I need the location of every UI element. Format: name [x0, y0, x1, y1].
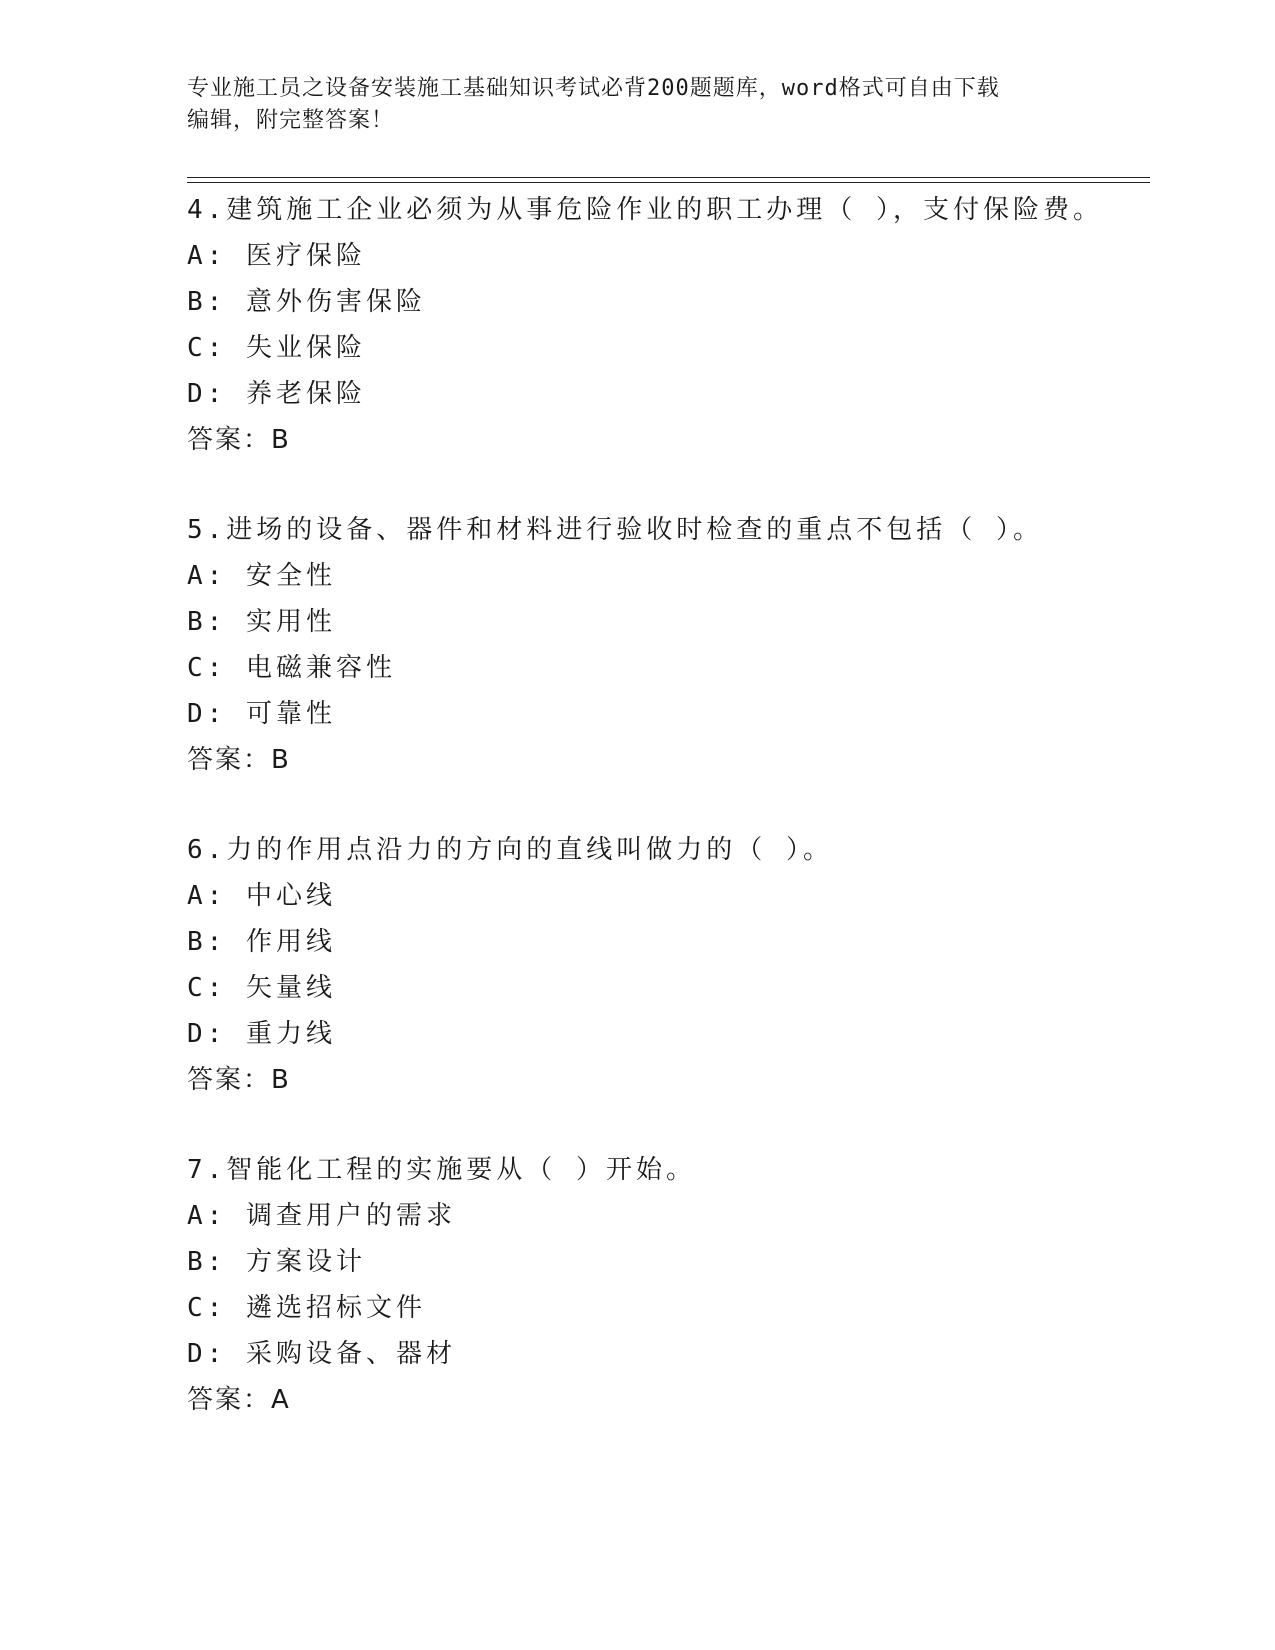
option-a: A: 调查用户的需求: [187, 1201, 456, 1231]
option-a: A: 中心线: [187, 881, 336, 911]
option-c: C: 电磁兼容性: [187, 653, 396, 683]
option-b: B: 实用性: [187, 607, 336, 637]
question-stem: 7.智能化工程的实施要从（ ）开始。: [187, 1155, 696, 1185]
document-header: [187, 73, 1087, 137]
option-d: D: 重力线: [187, 1019, 336, 1049]
header-line-2: 编辑，附完整答案！: [187, 108, 395, 133]
question-stem: 4.建筑施工企业必须为从事危险作业的职工办理（ ），支付保险费。: [187, 195, 1103, 225]
answer-line: 答案：B: [187, 745, 291, 775]
question-5: [187, 507, 1150, 783]
option-c: C: 遴选招标文件: [187, 1293, 426, 1323]
option-b: B: 方案设计: [187, 1247, 366, 1277]
option-a: A: 安全性: [187, 561, 336, 591]
question-6: [187, 827, 1150, 1103]
option-a: A: 医疗保险: [187, 241, 366, 271]
option-c: C: 矢量线: [187, 973, 336, 1003]
option-d: D: 采购设备、器材: [187, 1339, 456, 1369]
question-list: [187, 187, 1150, 1467]
answer-line: 答案：B: [187, 1065, 291, 1095]
option-b: B: 意外伤害保险: [187, 287, 426, 317]
header-divider-top: [187, 177, 1150, 178]
option-d: D: 养老保险: [187, 379, 366, 409]
question-4: [187, 187, 1150, 463]
question-stem: 6.力的作用点沿力的方向的直线叫做力的（ ）。: [187, 835, 833, 865]
header-divider-bottom: [187, 182, 1150, 183]
answer-line: 答案：B: [187, 425, 291, 455]
option-b: B: 作用线: [187, 927, 336, 957]
option-c: C: 失业保险: [187, 333, 366, 363]
header-line-1: 专业施工员之设备安装施工基础知识考试必背200题题库，word格式可自由下载: [187, 76, 1000, 101]
option-d: D: 可靠性: [187, 699, 336, 729]
question-7: [187, 1147, 1150, 1423]
answer-line: 答案：A: [187, 1385, 291, 1415]
question-stem: 5.进场的设备、器件和材料进行验收时检查的重点不包括（ ）。: [187, 515, 1043, 545]
